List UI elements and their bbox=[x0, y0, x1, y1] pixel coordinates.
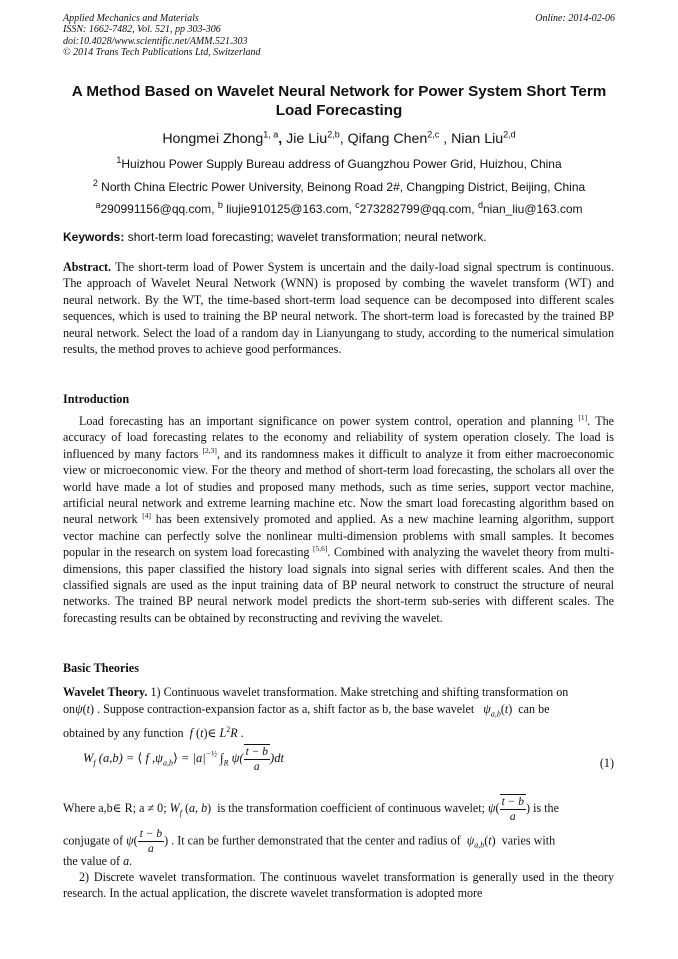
doi-line: doi:10.4028/www.scientific.net/AMM.521.303 bbox=[63, 35, 248, 47]
wavelet-theory-line-2: onψ(t) . Suppose contraction-expansion factor as a, shift factor as b, the base wavelet $\psi_{a,b}(t)$ can be bbox=[63, 702, 550, 719]
author-name: Qifang Chen bbox=[347, 131, 428, 147]
paper-title: A Method Based on Wavelet Neural Network for Power System Short Term Load Forecasting bbox=[71, 83, 607, 119]
email-link[interactable]: 273282799@qq.com bbox=[359, 202, 472, 216]
affiliation-1: $^1$Huizhou Power Supply Bureau address of Guangzhou Power Grid, Huizhou, China bbox=[116, 155, 562, 171]
email-link[interactable]: liujie910125@163.com bbox=[226, 202, 349, 216]
journal-header bbox=[63, 13, 615, 59]
author-name: Jie Liu bbox=[286, 131, 328, 147]
author-sup: 2,d bbox=[503, 129, 516, 140]
discrete-wavelet-paragraph: 2) Discrete wavelet transformation. The continuous wavelet transformation is generally used in the theory research. In the actual application, the discrete wavelet transformation is adopted more bbox=[63, 870, 614, 901]
email-link[interactable]: nian_liu@163.com bbox=[482, 202, 583, 216]
online-date: Online: 2014-02-06 bbox=[535, 13, 615, 24]
keywords bbox=[63, 230, 615, 244]
author-name: Nian Liu bbox=[451, 131, 504, 147]
copyright-line: © 2014 Trans Tech Publications Ltd, Switzerland bbox=[63, 47, 261, 59]
citation[interactable]: [4] bbox=[142, 511, 152, 521]
section-heading-basic-theories: Basic Theories bbox=[63, 661, 139, 675]
equation-1 bbox=[63, 744, 614, 780]
email-link[interactable]: 290991156@qq.com bbox=[100, 202, 212, 216]
citation[interactable]: [2,3] bbox=[202, 445, 217, 455]
value-of-line: the value of a. bbox=[63, 854, 133, 868]
equation-number: (1) bbox=[599, 756, 614, 770]
abstract-label: Abstract. bbox=[63, 260, 112, 274]
where-line: Where a,b∈ R; a ≠ 0; $W_f$ (a, b) is the transformation coefficient of continuous wavelet; ψ( $\frac{t - b}{a}$ ) is the bbox=[63, 796, 559, 823]
keywords-label: Keywords: bbox=[63, 230, 125, 244]
abstract bbox=[63, 259, 614, 357]
author-sup: 2,b bbox=[327, 129, 340, 140]
keywords-text: short-term load forecasting; wavelet transformation; neural network. bbox=[127, 230, 487, 244]
citation[interactable]: [5,6] bbox=[313, 544, 328, 554]
journal-name: Applied Mechanics and Materials bbox=[63, 13, 199, 24]
citation[interactable]: [1] bbox=[578, 412, 588, 422]
email-line: $^a$290991156@qq.com, $^b$ liujie910125@163.com, $^c$273282799@qq.com, $^d$nian_liu@163.com bbox=[95, 200, 583, 216]
issn-line: ISSN: 1662-7482, Vol. 521, pp 303-306 bbox=[63, 24, 221, 36]
author-name: Hongmei Zhong bbox=[162, 131, 264, 147]
wavelet-theory-line-1: Wavelet Theory. 1) Continuous wavelet transformation. Make stretching and shifting transformation on bbox=[63, 685, 569, 699]
author-list: Hongmei Zhong$^{1, a}$, Jie Liu$^{2,b}$, Qifang Chen$^{2,c}$ , Nian Liu$^{2,d}$ bbox=[162, 129, 516, 147]
wavelet-theory-line-3: obtained by any function f (t)∈ $L^2R$ . bbox=[63, 725, 244, 741]
section-heading-introduction: Introduction bbox=[63, 392, 130, 406]
introduction-paragraph: Load forecasting has an important significance on power system control, operation and planning [1]. The accuracy of load forecasting relates to the economy and reliability of system operation closely. The load is influenced by many factors [2,3], and its randomness makes it difficult to analyze it from either macroeconomic view or microeconomic view. For the theory and method of short-term load forecasting, the scholars all over the world have made a lot of studies and proposed many methods, such as time series, support vector machine, artificial neural network and extreme learning machine etc. Now the smart load forecasting algorithm based on neural network [4] has been extensively promoted and applied. As a new machine learning algorithm, support vector machine can perfectly solve the nonlinear multi-dimension problems with small samples. It becomes popular in the research on system load forecasting [5,6]. Combined with analyzing the wavelet theory from multi-dimensions, this paper classified the history load signals into signal series with different scales. And then the classified signals are used as the input training data of BP neural network to construct the structure of neural networks. The trained BP neural network model predicts the short-term sub-series with different scales. The forecasting results can be obtained by reconstructing and reviving the wavelet. bbox=[63, 412, 615, 625]
wavelet-transform-formula: $W_f$ (a,b) = ⟨ f $,\psi_{a,b}⟩ = |a|^{-\frac{1}{2}}$ $\int_R$ ψ( $\frac{t - b}{a}$ )dt bbox=[83, 746, 284, 773]
author-sup: 2,c bbox=[427, 129, 440, 140]
affiliation-2: $^2$ North China Electric Power University, Beinong Road 2#, Changping District, Beijing, China bbox=[92, 178, 586, 194]
author-sup: 1, a bbox=[263, 129, 279, 140]
abstract-text: The short-term load of Power System is uncertain and the daily-load signal spectrum is continuous. The approach of Wavelet Neural Network (WNN) is proposed by combing the wavelet transform (WT) and neural network. By the WT, the time-based short-term load sequence can be decomposed into different scales sequences, which is used to training the BP neural network. The short-term load is forecasted by the trained BP neural network. Select the load of a random day in Lianyungang to study, according to the numerical simulation results, the method proves to achieve good performances. bbox=[63, 260, 614, 357]
conjugate-line: conjugate of ψ( $\frac{t - b}{a}$ ) . It can be further demonstrated that the center and radius of $\psi_{a,b}(t)$ varies with bbox=[63, 828, 556, 855]
